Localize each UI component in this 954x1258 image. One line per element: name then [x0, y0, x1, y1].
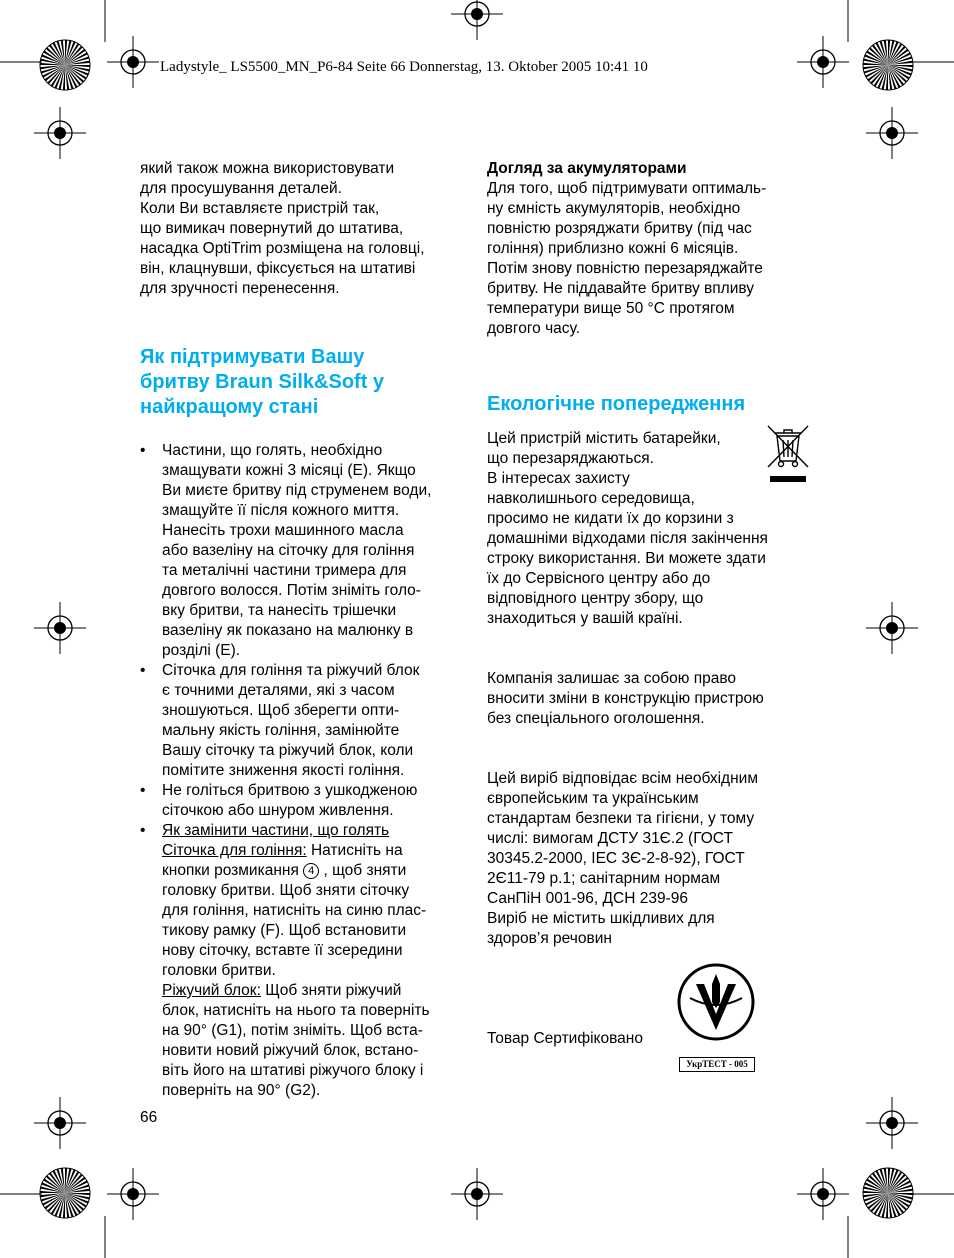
- text-line: стандартам безпеки та гігієни, у тому: [487, 810, 755, 827]
- text-line: відповідного центру збору, що: [487, 590, 704, 607]
- text-line: поверніть на 90° (G2).: [162, 1082, 321, 1099]
- text-line: Компанія залишає за собою право: [487, 670, 737, 687]
- text-line: вазеліну як показано на малюнку в: [162, 622, 414, 639]
- text-line: Цей пристрій містить батарейки,: [487, 430, 721, 447]
- text-line: сіточкою або шнуром живлення.: [162, 802, 394, 819]
- text-line: • Не голіться бритвою з ушкодженою: [162, 782, 418, 799]
- text-run: кнопки розмикання: [162, 862, 304, 879]
- text-line: розділі (E).: [162, 642, 241, 659]
- text-line: помітите зниження якості гоління.: [162, 762, 405, 779]
- text-line: просимо не кидати їх до корзини з: [487, 510, 734, 527]
- text-line: який також можна використовувати: [140, 160, 395, 177]
- text-line: насадка OptiTrim розміщена на головці,: [140, 240, 425, 257]
- compliance-paragraph: [487, 769, 817, 949]
- crossed-out-wheelie-bin-icon: [765, 421, 811, 487]
- text-line: мальну якість гоління, замінюйте: [162, 722, 400, 739]
- text-line: 2Є11-79 р.1; санітарним нормам: [487, 870, 721, 887]
- text-line: повністю розряджати бритву (під час: [487, 220, 752, 237]
- right-column: [487, 159, 817, 1049]
- circled-number-4: 4: [303, 863, 319, 879]
- text-run: , щоб зняти: [319, 862, 407, 879]
- text-line: без спеціального оголошення.: [487, 710, 705, 727]
- list-item: [140, 441, 470, 661]
- text-line: зношуються. Щоб зберегти опти-: [162, 702, 400, 719]
- text-line: температури вище 50 °C протягом: [487, 300, 735, 317]
- text-line: на 90° (G1), потім зніміть. Щоб вста-: [162, 1022, 423, 1039]
- text-line: тикову рамку (F). Щоб встановити: [162, 922, 407, 939]
- text-line: бритву. Не піддавайте бритву впливу: [487, 280, 754, 297]
- text-line: строку використання. Ви можете здати: [487, 550, 766, 567]
- text-line: знаходиться у вашій країні.: [487, 610, 683, 627]
- text-line: для просушування деталей.: [140, 180, 342, 197]
- text-line: довгого часу.: [487, 320, 581, 337]
- text-line: європейським та українським: [487, 790, 699, 807]
- battery-paragraph: [487, 179, 817, 339]
- text-line: числі: вимогам ДСТУ 31Є.2 (ГОСТ: [487, 830, 733, 847]
- text-line: Для того, щоб підтримувати оптималь-: [487, 180, 767, 197]
- text-line: що вимикач повернутий до штатива,: [140, 220, 404, 237]
- text-line: або вазеліну на сіточку для гоління: [162, 542, 415, 559]
- text-line: що перезаряджаються.: [487, 450, 654, 467]
- text-line: Нанесіть трохи машинного масла: [162, 522, 404, 539]
- text-line: головку бритви. Щоб зняти сіточку: [162, 882, 410, 899]
- heading-line: Як підтримувати Вашу: [140, 346, 365, 368]
- maintenance-heading: [140, 345, 470, 420]
- heading-line: бритву Braun Silk&Soft у: [140, 371, 385, 393]
- ukrtest-certification-mark-icon: [676, 962, 756, 1074]
- text-line: та металічні частини тримера для: [162, 562, 407, 579]
- cert-seal-graphic: [676, 962, 756, 1052]
- cert-mark-label: УкрТЕСТ - 005: [679, 1057, 755, 1072]
- text-run: Натисніть на: [306, 842, 403, 859]
- text-line: • Сіточка для гоління та ріжучий блок: [162, 662, 420, 679]
- starburst-target-icon: [40, 40, 90, 90]
- list-item: [140, 781, 470, 821]
- text-line: Вашу сіточку та ріжучий блок, коли: [162, 742, 414, 759]
- text-line: • Частини, що голять, необхідно: [162, 442, 383, 459]
- text-line: Цей виріб відповідає всім необхідним: [487, 770, 758, 787]
- text-line: гоління) приблизно кожні 6 місяців.: [487, 240, 739, 257]
- text-line: СанПіН 001-96, ДСН 239-96: [487, 890, 688, 907]
- replace-parts-title: Як замінити частини, що голять: [162, 822, 390, 839]
- text-line: він, клацнувши, фіксується на штативі: [140, 260, 416, 277]
- text-line: нову сіточку, вставте її зсередини: [162, 942, 403, 959]
- company-paragraph: [487, 669, 817, 729]
- starburst-target-icon: [863, 1168, 913, 1218]
- certified-text: Товар Сертифіковано: [487, 1030, 643, 1047]
- text-line: є точними деталями, які з часом: [162, 682, 395, 699]
- heading-line: найкращому стані: [140, 396, 319, 418]
- text-line: вку бритви, та нанесіть трішечки: [162, 602, 397, 619]
- starburst-target-icon: [863, 40, 913, 90]
- intro-paragraph: [140, 159, 470, 299]
- left-column: [140, 159, 470, 1101]
- eco-heading: Екологічне попередження: [487, 393, 746, 415]
- text-line: змащувати кожні 3 місяці (E). Якщо: [162, 462, 416, 479]
- text-line: їх до Сервісного центру або до: [487, 570, 711, 587]
- cutter-label: Ріжучий блок:: [162, 982, 261, 999]
- text-line: Ви миєте бритву під струменем води,: [162, 482, 432, 499]
- text-line: ну ємність акумуляторів, необхідно: [487, 200, 741, 217]
- text-line: для гоління, натисніть на синю плас-: [162, 902, 427, 919]
- page-number: 66: [140, 1109, 158, 1126]
- list-item: [140, 821, 470, 1101]
- battery-heading: Догляд за акумуляторами: [487, 160, 687, 177]
- text-line: Потім знову повністю перезаряджайте: [487, 260, 763, 277]
- text-line: 30345.2-2000, IEC 3Є-2-8-92), ГОСТ: [487, 850, 745, 867]
- text-line: домашніми відходами після закінчення: [487, 530, 768, 547]
- text-line: Коли Ви вставляєте пристрій так,: [140, 200, 380, 217]
- foil-label: Сіточка для гоління:: [162, 842, 307, 859]
- starburst-target-icon: [40, 1168, 90, 1218]
- maintenance-list: [140, 441, 470, 1101]
- text-line: новити новий ріжучий блок, встано-: [162, 1042, 419, 1059]
- text-line: довгого волосся. Потім зніміть голо-: [162, 582, 421, 599]
- text-run: Щоб зняти ріжучий: [260, 982, 402, 999]
- text-line: віть його на штативі ріжучого блоку і: [162, 1062, 424, 1079]
- text-line: для зручності перенесення.: [140, 280, 340, 297]
- print-header-line: Ladystyle_ LS5500_MN_P6-84 Seite 66 Donnerstag, 13. Oktober 2005 10:41 10: [160, 59, 648, 75]
- text-line: В інтересах захисту: [487, 470, 630, 487]
- text-line: вносити зміни в конструкцію пристрою: [487, 690, 764, 707]
- text-line: навколишнього середовища,: [487, 490, 695, 507]
- text-line: Виріб не містить шкідливих для: [487, 910, 715, 927]
- text-line: змащуйте її після кожного миття.: [162, 502, 400, 519]
- text-line: здоров’я речовин: [487, 930, 612, 947]
- text-line: блок, натисніть на нього та поверніть: [162, 1002, 430, 1019]
- list-item: [140, 661, 470, 781]
- text-line: головки бритви.: [162, 962, 276, 979]
